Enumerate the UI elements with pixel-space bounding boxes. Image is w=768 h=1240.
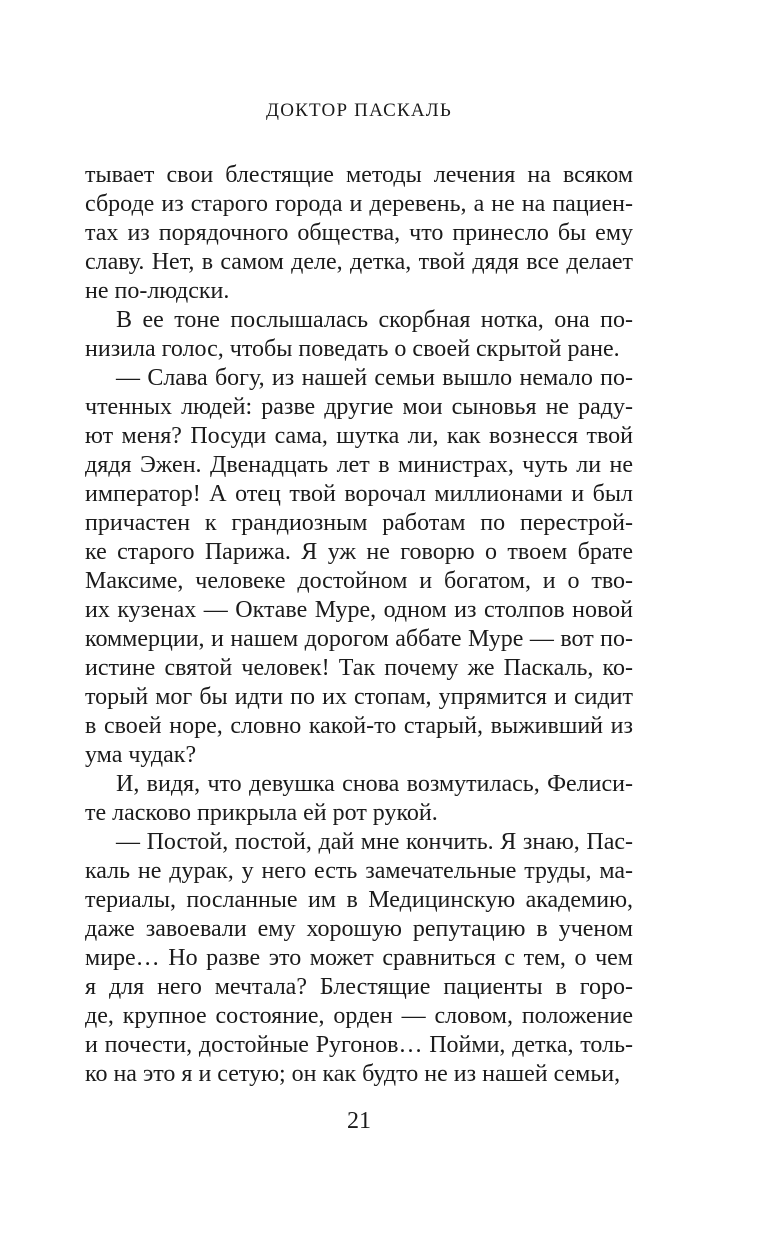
text-line: не по-людски. [85, 278, 230, 304]
text-line: В ее тоне послышалась скорбная нотка, она по- [116, 307, 633, 333]
text-line: сброде из старого города и деревень, а не на пациен- [85, 191, 633, 217]
text-line: их кузенах — Октаве Муре, одном из столпов новой [85, 597, 633, 623]
paragraph [85, 828, 633, 1089]
text-line: истине святой человек! Так почему же Паскаль, ко- [85, 655, 633, 681]
paragraph [85, 364, 633, 770]
text-line: мире… Но разве это может сравниться с тем, о чем [85, 945, 633, 971]
text-line: даже завоевали ему хорошую репутацию в ученом [85, 916, 633, 942]
text-line: император! А отец твой ворочал миллионами и был [85, 481, 633, 507]
text-line: ума чудак? [85, 742, 197, 768]
text-line: те ласково прикрыла ей рот рукой. [85, 800, 438, 826]
text-line: тывает свои блестящие методы лечения на всяком [85, 162, 633, 188]
text-line: ко на это я и сетую; он как будто не из нашей семьи, [85, 1061, 621, 1087]
text-line: де, крупное состояние, орден — словом, положение [85, 1003, 633, 1029]
text-line: торый мог бы идти по их стопам, упрямится и сидит [85, 684, 633, 710]
text-line: низила голос, чтобы поведать о своей скрытой ране. [85, 336, 620, 362]
text-line: и почести, достойные Ругонов… Пойми, детка, толь- [85, 1032, 633, 1058]
text-line: териалы, посланные им в Медицинскую академию, [85, 887, 633, 913]
page-number: 21 [347, 1108, 371, 1134]
text-line: — Постой, постой, дай мне кончить. Я знаю, Пас- [116, 829, 633, 855]
text-line: в своей норе, словно какой-то старый, выживший из [85, 713, 633, 739]
paragraph [85, 306, 633, 364]
text-line: ют меня? Посуди сама, шутка ли, как вознесся твой [85, 423, 633, 449]
text-line: я для него мечтала? Блестящие пациенты в горо- [85, 974, 633, 1000]
text-line: чтенных людей: разве другие мои сыновья не раду- [85, 394, 633, 420]
text-line: И, видя, что девушка снова возмутилась, Фелиси- [116, 771, 633, 797]
text-line: — Слава богу, из нашей семьи вышло немало по- [116, 365, 633, 391]
running-header: ДОКТОР ПАСКАЛЬ [266, 100, 452, 121]
text-line: тах из порядочного общества, что принесло бы ему [85, 220, 633, 246]
text-line: Максиме, человеке достойном и богатом, и о тво- [85, 568, 633, 594]
text-line: каль не дурак, у него есть замечательные труды, ма- [85, 858, 633, 884]
text-line: дядя Эжен. Двенадцать лет в министрах, чуть ли не [85, 452, 633, 478]
text-line: причастен к грандиозным работам по перестрой- [85, 510, 633, 536]
paragraph [85, 161, 633, 306]
text-line: коммерции, и нашем дорогом аббате Муре — вот по- [85, 626, 633, 652]
page-text [85, 161, 633, 1089]
text-line: ке старого Парижа. Я уж не говорю о твоем брате [85, 539, 633, 565]
text-line: славу. Нет, в самом деле, детка, твой дядя все делает [85, 249, 633, 275]
paragraph [85, 770, 633, 828]
